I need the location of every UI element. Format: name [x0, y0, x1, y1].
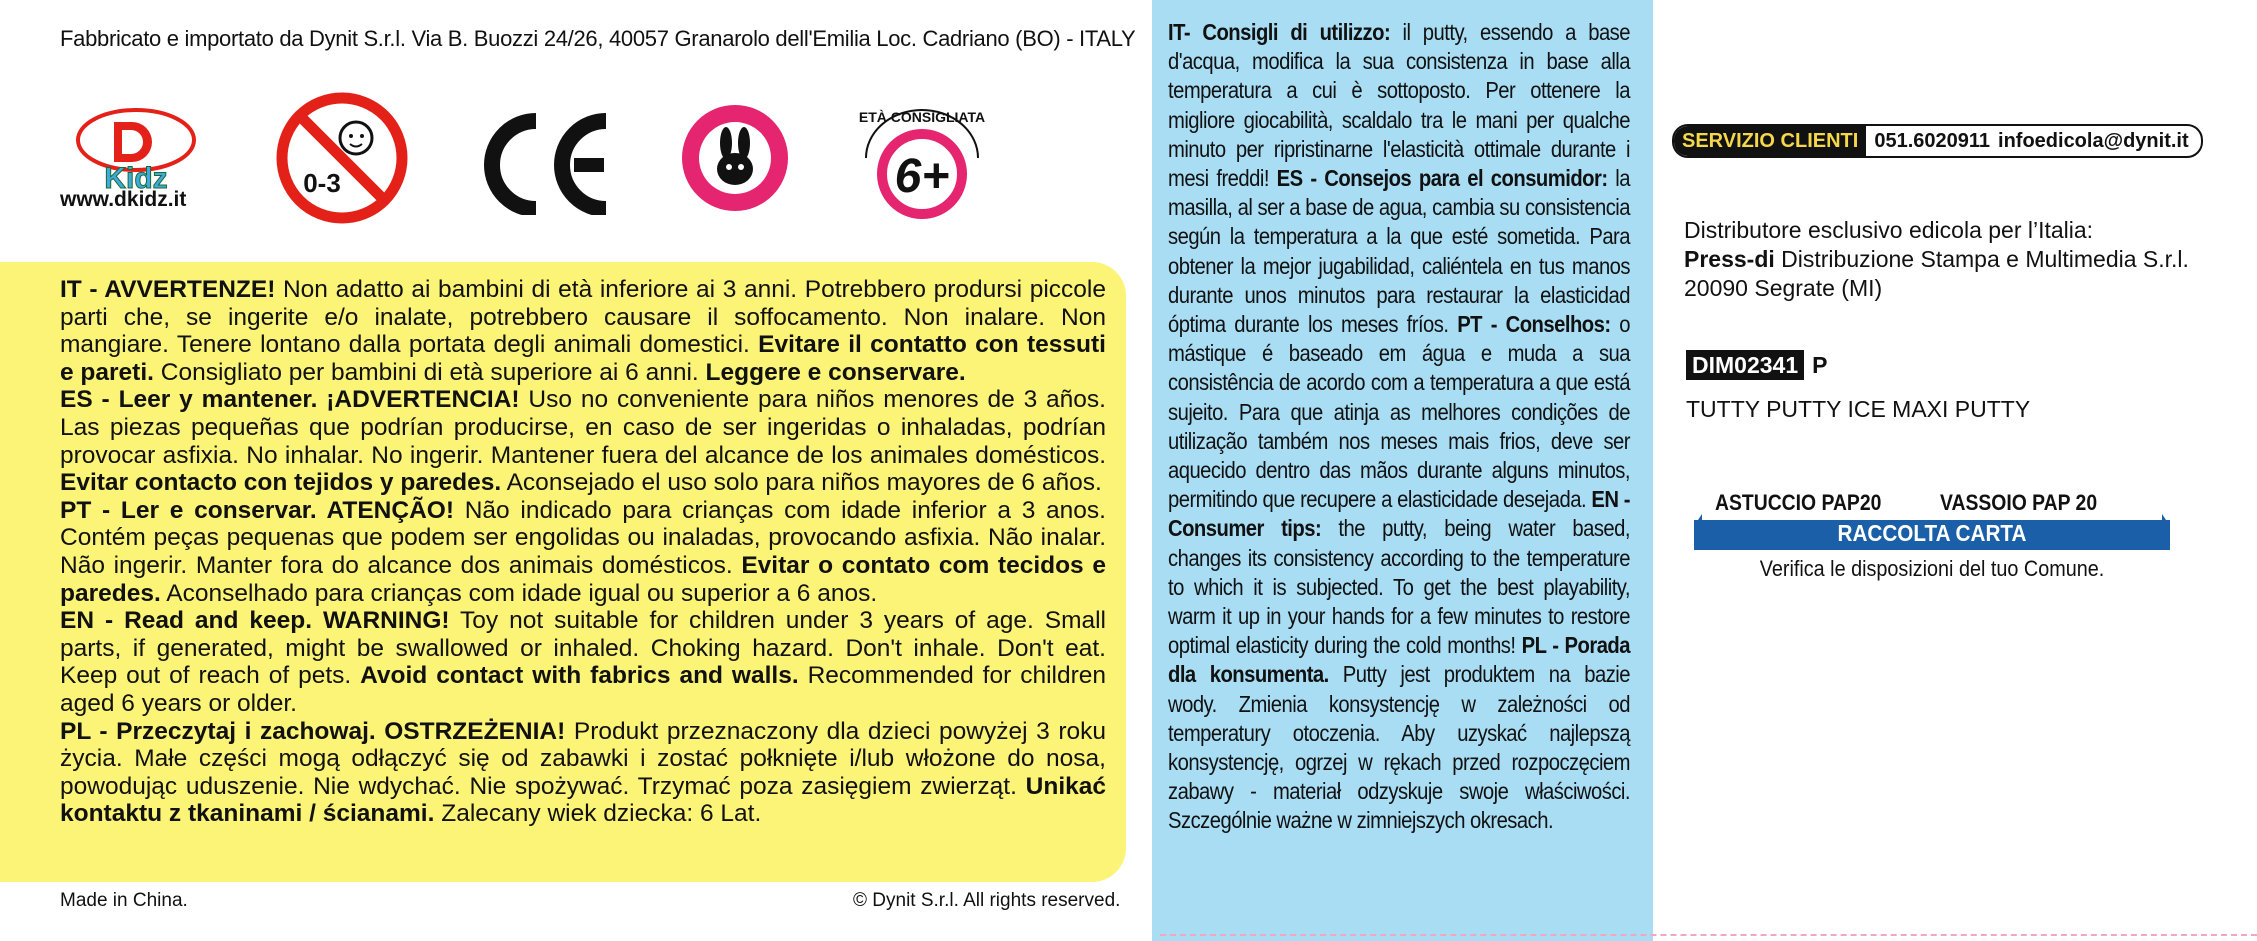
service-label: SERVIZIO CLIENTI [1674, 126, 1866, 156]
svg-text:ETÀ CONSIGLIATA: ETÀ CONSIGLIATA [858, 109, 986, 125]
warning-paragraph-text: Aconsejado el uso solo para niños mayores de 6 años. [501, 469, 1102, 497]
tips-paragraph-heading: IT- Consigli di utilizzo: [1168, 19, 1391, 45]
warning-paragraph-heading: IT - AVVERTENZE! [60, 276, 276, 303]
copyright: © Dynit S.r.l. All rights reserved. [853, 890, 1121, 911]
warning-paragraph-text: Consigliato per bambini di età superiore ai 6 anni. [153, 358, 706, 386]
tips-paragraph-text: il putty, essendo a base d'acqua, modifica la sua consistenza in base alla temperatura a cui è sottoposto. Per ottenere la migliore giocabilità, scaldalo tra le mani per qualche minuto per ripristinarne l'elasticità ottimale durante i mesi freddi! [1168, 19, 1631, 192]
warning-paragraph-heading: Evitar contacto con tejidos y paredes. [60, 469, 502, 497]
tips-paragraph-text: Putty jest produktem na bazie wody. Zmienia konsystencję w zależności od temperatury otoczenia. Aby uzyskać najlepszą konsystencję, ogrzej w rękach przed rozpoczęciem zabawy - materiał odzyskuje swoje właściwości. Szczególnie ważne w zimniejszych okresach. [1168, 661, 1630, 834]
tips-paragraph-text: the putty, being water based, changes its consistency according to the temperature to which it is subjected. To get the best playability, warm it up in your hands for a few minutes to restore optimal elasticity during the cold months! [1168, 515, 1630, 659]
product-code-value: DIM02341 [1686, 350, 1804, 380]
tips-paragraph [1168, 18, 1630, 836]
warning-paragraph-text: Zalecany wiek dziecka: 6 Lat. [434, 800, 762, 828]
warning-paragraph-heading: EN - Read and keep. WARNING! [60, 607, 450, 635]
distributor-info [1684, 216, 2244, 303]
service-email: infoedicola@dynit.it [1998, 129, 2189, 152]
tips-paragraph-heading: PT - Conselhos: [1457, 311, 1611, 338]
warning-paragraph [60, 276, 1106, 386]
warning-paragraph-heading: Evitar o contato com tecidos e paredes. [60, 551, 1106, 607]
tips-paragraph-heading: EN - Consumer tips: [1168, 486, 1630, 542]
tips-paragraph-heading: ES - Consejos para el consumidor: [1276, 165, 1608, 192]
tips-paragraph-heading: PL - Porada dla konsumenta. [1168, 632, 1630, 688]
recycling-astuccio: ASTUCCIO PAP20 [1715, 490, 1882, 515]
not-tested-on-animals-icon [680, 103, 790, 213]
warning-paragraph-heading: Evitare il contatto con tessuti e pareti. [60, 331, 1106, 386]
tips-paragraph-text: o mástique é baseado em água e muda a sua consistência de acordo com a temperatura a que está sujeito. Para que atinja as melhores condições de utilização também nos meses mais frios, deve ser aquecido dentro das mãos durante alguns minutos, permitindo que recupere a elasticidade desejada. [1168, 311, 1631, 513]
tips-text [1168, 18, 1630, 836]
recycling-raccolta: RACCOLTA CARTA [1837, 520, 2027, 546]
customer-service-badge [1672, 124, 2203, 158]
cut-line [1160, 934, 2257, 936]
product-code [1686, 350, 1827, 380]
warning-paragraph-text: Produkt przeznaczony dla dzieci powyżej 3 roku życia. Małe części mogą odłączyć się od zabawki i zostać połknięte i/lub włożone do nosa, powodując uduszenie. Nie wdychać. Nie spożywać. Trzymać poza zasięgiem zwierząt. [60, 717, 1106, 800]
distributor-company [1684, 245, 2244, 274]
warning-paragraph-heading: ES - Leer y mantener. ¡ADVERTENCIA! [60, 386, 520, 414]
recycling-note: Verifica le disposizioni del tuo Comune. [1759, 556, 2105, 581]
warning-paragraph-heading: PT - Ler e conservar. ATENÇÃO! [60, 496, 454, 524]
warning-paragraph-text: Não indicado para crianças com idade inferior a 3 anos. Contém peças pequenas que podem ser engolidas ou inaladas, provocando asfixia. Não inalar. Não ingerir. Manter fora do alcance dos animais domésticos. [60, 496, 1106, 579]
product-name: TUTTY PUTTY ICE MAXI PUTTY [1686, 396, 2031, 422]
warning-paragraph-text: Non adatto ai bambini di età inferiore ai 3 anni. Potrebbero prodursi piccole parti che, se ingerite e/o inalate, potrebbero causare il soffocamento. Non inalare. Non mangiare. Tenere lontano dalla portata degli animali domestici. [60, 276, 1106, 359]
age-warning-icon [276, 92, 408, 224]
age-recommended-icon [852, 100, 992, 220]
svg-text:6+: 6+ [894, 150, 950, 203]
warning-paragraph-heading: PL - Przeczytaj i zachowaj. OSTRZEŻENIA! [60, 717, 566, 745]
warning-paragraph-text: Aconselhado para crianças com idade igual ou superior a 6 anos. [160, 579, 878, 607]
warning-paragraph-heading: Unikać kontaktu z tkaninami / ścianami. [60, 772, 1106, 828]
warning-paragraph [60, 386, 1106, 496]
svg-text:Kidz: Kidz [104, 162, 168, 195]
made-in: Made in China. [60, 890, 188, 911]
svg-text:0-3: 0-3 [303, 168, 341, 198]
warning-paragraph [60, 497, 1106, 607]
product-code-suffix: P [1812, 351, 1828, 378]
distributor-line1: Distributore esclusivo edicola per l’Italia: [1684, 217, 2094, 243]
warning-paragraph-text: Recommended for children aged 6 years or older. [60, 662, 1106, 717]
warning-paragraph-heading: Leggere e conservare. [705, 358, 966, 386]
distributor-company-rest: Distribuzione Stampa e Multimedia S.r.l. [1774, 246, 2189, 272]
distributor-city: 20090 Segrate (MI) [1684, 275, 1883, 301]
distributor-company-bold: Press-di [1684, 246, 1775, 272]
warning-paragraph [60, 607, 1106, 717]
warning-paragraph [60, 718, 1106, 828]
dkidz-url: www.dkidz.it [60, 188, 187, 211]
warning-text [60, 276, 1106, 828]
ce-mark-icon [474, 105, 614, 215]
service-phone: 051.6020911 [1874, 129, 1991, 152]
warning-paragraph-heading: Avoid contact with fabrics and walls. [360, 662, 799, 690]
warning-paragraph-text: Toy not suitable for children under 3 years of age. Small parts, if generated, might be swallowed or inhaled. Choking hazard. Don't inhale. Don't eat. Keep out of reach of pets. [60, 607, 1106, 690]
warning-paragraph-text: Uso no conveniente para niños menores de 3 años. Las piezas pequeñas que podrían producirse, en caso de ser ingeridas o inhaladas, podrían provocar asfixia. No inhalar. No ingerir. Mantener fuera del alcance de los animales domésticos. [60, 386, 1106, 469]
tips-paragraph-text: la masilla, al ser a base de agua, cambia su consistencia según la temperatura a la que esté sometida. Para obtener la mejor jugabilidad, caliéntela en tus manos durante unos minutos para restaurar la elasticidad óptima durante los meses fríos. [1168, 165, 1631, 338]
recycling-vassoio: VASSOIO PAP 20 [1940, 490, 2098, 515]
manufacturer-line: Fabbricato e importato da Dynit S.r.l. Via B. Buozzi 24/26, 40057 Granarolo dell'Emilia Loc. Cadriano (BO) - ITALY [60, 26, 1136, 51]
